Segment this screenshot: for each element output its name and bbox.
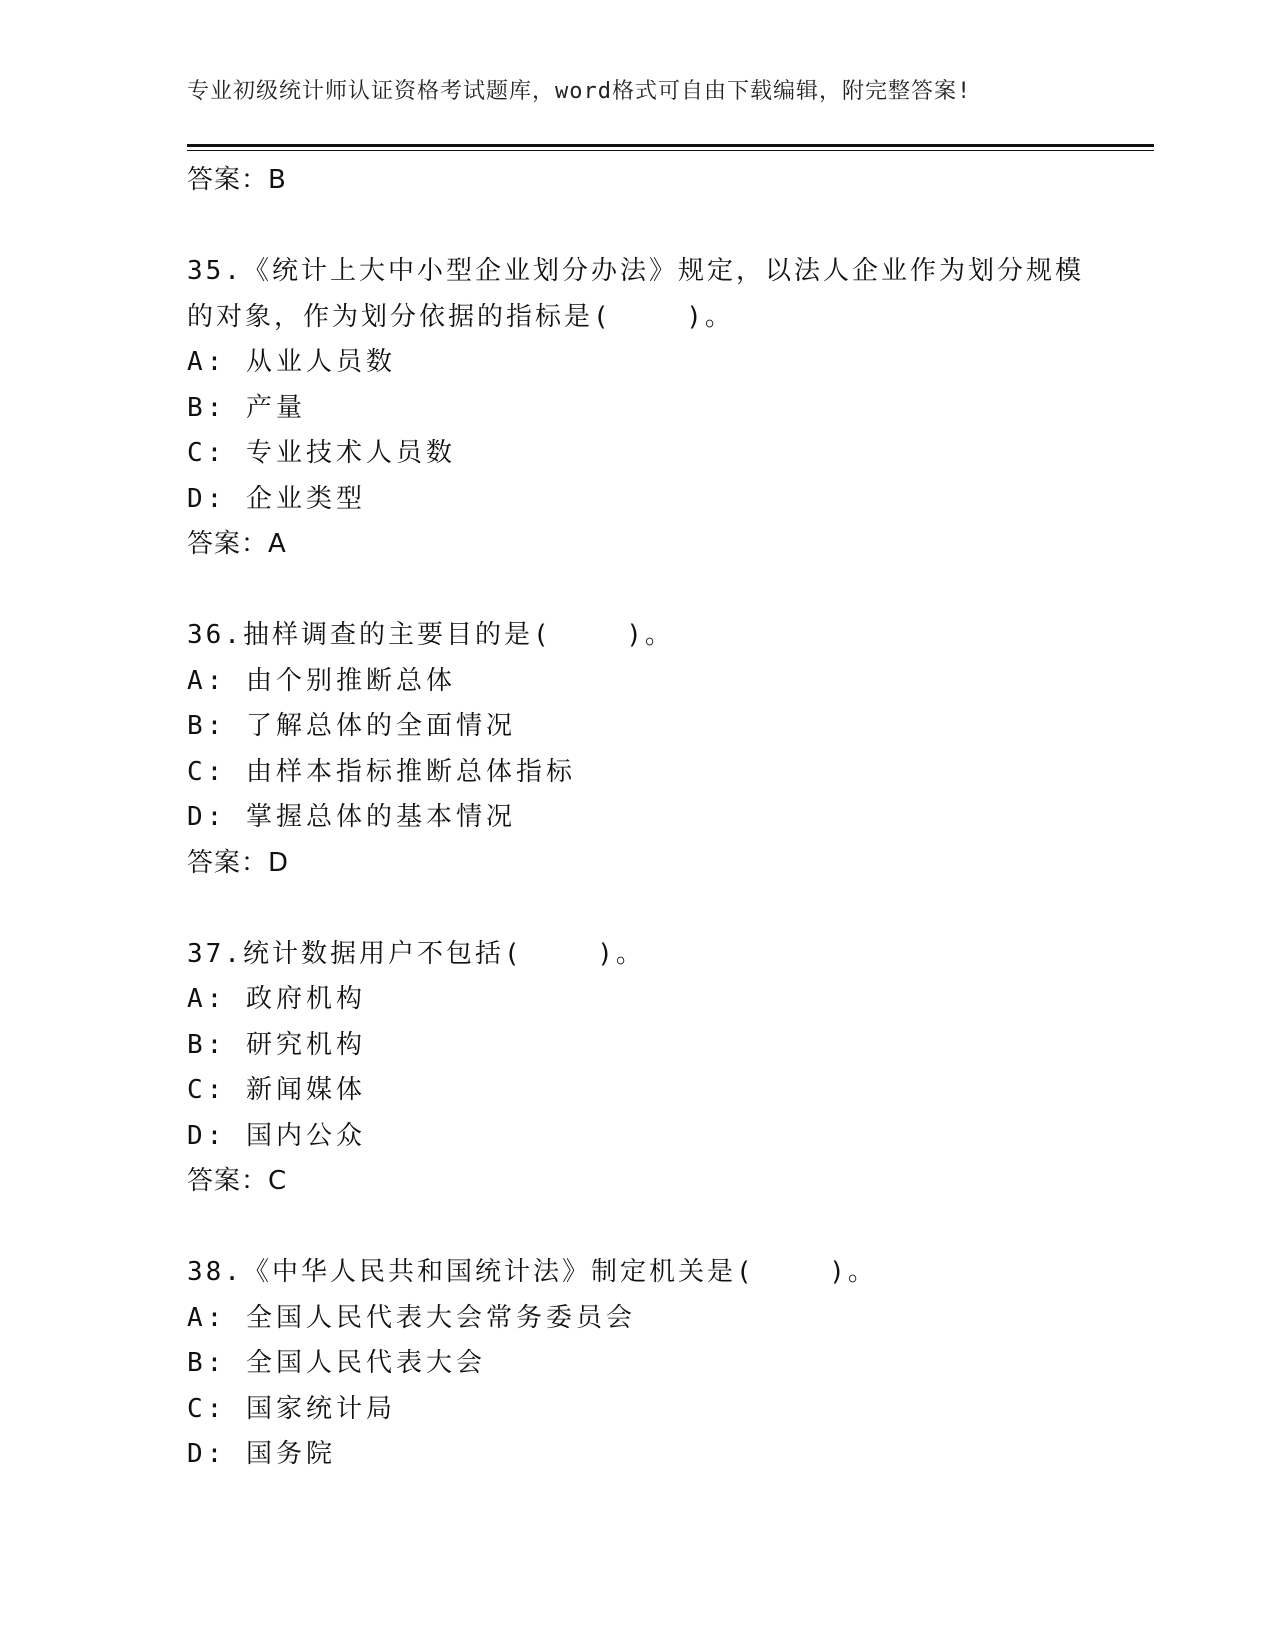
header-rule-thin [187, 150, 1154, 151]
question-37 [187, 932, 1087, 1205]
question-stem: 37.统计数据用户不包括( )。 [187, 938, 645, 969]
question-35 [187, 249, 1087, 568]
question-stem: 38.《中华人民共和国统计法》制定机关是( )。 [187, 1257, 877, 1287]
option-b: B: 产量 [187, 392, 306, 423]
option-c: C: 专业技术人员数 [187, 438, 456, 468]
option-b: B: 研究机构 [187, 1029, 366, 1060]
question-list [187, 158, 1087, 1478]
option-a: A: 由个别推断总体 [187, 665, 456, 696]
question-stem: 的对象，作为划分依据的指标是( )。 [187, 301, 734, 332]
answer: 答案：D [187, 847, 290, 878]
option-d: D: 掌握总体的基本情况 [187, 802, 516, 832]
option-b: B: 了解总体的全面情况 [187, 711, 516, 741]
option-a: A: 全国人民代表大会常务委员会 [187, 1302, 636, 1333]
page-header: 专业初级统计师认证资格考试题库，word格式可自由下载编辑，附完整答案! [187, 79, 972, 104]
option-b: B: 全国人民代表大会 [187, 1348, 486, 1378]
question-stem: 35.《统计上大中小型企业划分办法》规定，以法人企业作为划分规模 [187, 256, 1084, 286]
option-a: A: 政府机构 [187, 984, 366, 1014]
question-36 [187, 613, 1087, 886]
previous-answer: 答案：B [187, 165, 287, 195]
answer: 答案：C [187, 1166, 288, 1196]
question-stem: 36.抽样调查的主要目的是( )。 [187, 620, 674, 650]
option-a: A: 从业人员数 [187, 347, 396, 377]
option-d: D: 国务院 [187, 1439, 336, 1469]
option-c: C: 新闻媒体 [187, 1075, 366, 1105]
option-d: D: 国内公众 [187, 1120, 366, 1151]
answer: 答案：A [187, 529, 287, 559]
option-c: C: 国家统计局 [187, 1393, 396, 1424]
header-rule-thick [187, 144, 1154, 147]
question-38 [187, 1250, 1087, 1478]
option-c: C: 由样本指标推断总体指标 [187, 756, 576, 787]
option-d: D: 企业类型 [187, 483, 366, 514]
